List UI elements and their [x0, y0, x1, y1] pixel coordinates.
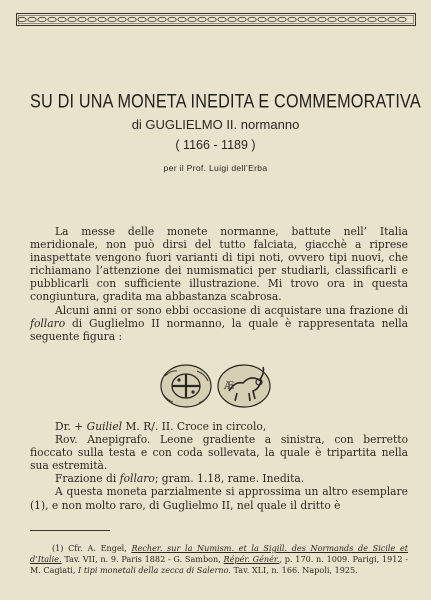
border-link: [48, 17, 56, 21]
border-link: [378, 17, 386, 21]
border-link: [198, 17, 206, 21]
border-link: [218, 17, 226, 21]
coin-obverse: [161, 365, 211, 407]
paragraph-reverse: Rov. Anepigrafo. Leone gradiente a sinistra, con berretto fioccato sulla testa e con coda sollevata, la quale è tripartita nella sua estremità.: [30, 433, 408, 473]
coin-figure: [155, 362, 275, 412]
border-link: [18, 17, 26, 21]
border-link: [288, 17, 296, 21]
border-link: [118, 17, 126, 21]
decorative-border: [16, 13, 416, 26]
border-link: [98, 17, 106, 21]
paragraph-intro: La messe delle monete normanne, battute nell’ Italia meridionale, non può dirsi del tutto falciata, giacchè a riprese inaspettate vengono fuori varianti di tipi noti, ovvero tipi nuovi, che richiamano l’attenzione dei numismatici per studiarli, classificarli e pubblicarli con sufficiente illustrazione. Mi trovo ora in questa congiuntura, gradita ma abbastanza scabrosa.: [30, 225, 408, 304]
paragraph-weight: Frazione di follaro; gram. 1.18, rame. Inedita.: [55, 472, 305, 486]
border-link: [258, 17, 266, 21]
paragraph-obverse: Dr. + Guiliel M. R/. II. Croce in circolo,: [55, 420, 267, 433]
coin-reverse: [218, 365, 270, 407]
border-link: [338, 17, 346, 21]
border-link: [318, 17, 326, 21]
border-link: [148, 17, 156, 21]
border-link: [108, 17, 116, 21]
author-line: per il Prof. Luigi dell’Erba: [163, 163, 268, 173]
border-link: [38, 17, 46, 21]
paragraph-comparison: A questa moneta parzialmente si approssima un altro esemplare (1), e non molto raro, di Guglielmo II, nel quale il dritto è: [30, 485, 408, 512]
border-link: [178, 17, 186, 21]
page-title: SU DI UNA MONETA INEDITA E COMMEMORATIVA: [30, 91, 421, 113]
footnote-1: (1) Cfr. A. Engel, Recher. sur la Numism. et la Sigill. des Normands de Sicile et d’Italie. Tav. VII, n. 9. Paris 1882 - G. Sambon, Répér. Génér., p. 170. n. 1009. Parigi, 1912 - M. Cagiati, I tipi monetali della zecca di Salerno. Tav. XLI, n. 166. Napoli, 1925.: [30, 543, 409, 575]
border-link: [228, 17, 236, 21]
border-link: [78, 17, 86, 21]
border-link: [188, 17, 196, 21]
main-text-bottom: [30, 420, 408, 512]
reign-dates: ( 1166 - 1189 ): [175, 138, 256, 152]
border-link: [278, 17, 286, 21]
border-link: [238, 17, 246, 21]
border-link: [68, 17, 76, 21]
border-link: [358, 17, 366, 21]
border-link: [328, 17, 336, 21]
border-link: [138, 17, 146, 21]
border-link: [28, 17, 36, 21]
border-link: [248, 17, 256, 21]
border-link: [348, 17, 356, 21]
border-link: [308, 17, 316, 21]
border-link: [168, 17, 176, 21]
footnote-rule: [30, 530, 110, 531]
subtitle: di GUGLIELMO II. normanno: [131, 117, 300, 132]
border-link: [298, 17, 306, 21]
border-link: [128, 17, 136, 21]
coin-reverse-letters: Æ: [224, 381, 235, 392]
border-link: [88, 17, 96, 21]
border-link: [158, 17, 166, 21]
main-text-top: [30, 225, 408, 343]
border-link: [208, 17, 216, 21]
border-link: [368, 17, 376, 21]
border-link: [388, 17, 396, 21]
paragraph-acquisition: Alcuni anni or sono ebbi occasione di acquistare una frazione di follaro di Guglielmo II normanno, la quale è rappresentata nella seguente figura :: [30, 303, 408, 343]
border-link: [268, 17, 276, 21]
footnote: [30, 543, 408, 576]
border-link: [58, 17, 66, 21]
border-link: [398, 17, 406, 21]
